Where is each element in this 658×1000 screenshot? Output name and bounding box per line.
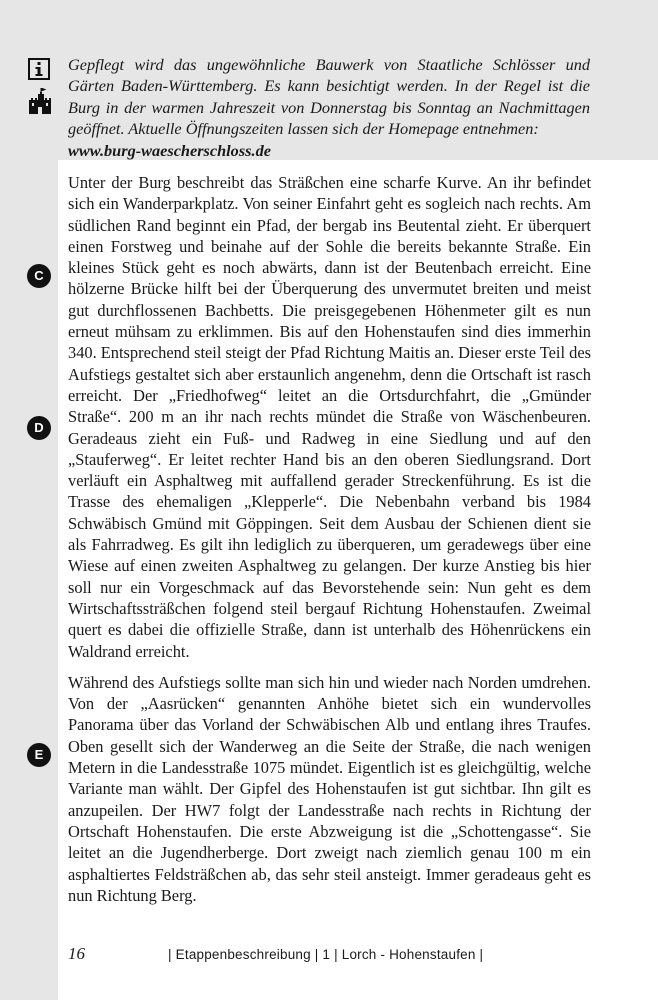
page-number: 16 [68,944,85,963]
running-title: | Etappenbeschreibung | 1 | Lorch - Hohenstaufen | [168,947,484,962]
info-text-body: Gepflegt wird das ungewöhnliche Bauwerk von Staatliche Schlösser und Gärten Baden-Württemberg. Es kann besichtigt werden. In der Regel ist die Burg in der warmen Jahreszeit von Donnerstag bis Sonntag an Nachmittagen geöffnet. Aktuelle Öffnungszeiten lassen sich der Homepage entnehmen: [68,55,590,139]
paragraph: Während des Aufstiegs sollte man sich hin und wieder nach Norden umdrehen. Von der „Aasrücken“ genannten Anhöhe bietet sich ein wundervolles Panorama über das Vorland der Schwäbischen Alb und entlang ihres Traufes. Oben gesellt sich der Wanderweg an die Seite der Straße, die nach wenigen Metern in die Landesstraße 1075 mündet. Eigentlich ist es gleichgültig, welche Variante man wählt. Der Gipfel des Hohenstaufen ist gut sichtbar. Ihn gilt es anzupeilen. Der HW7 folgt der Landesstraße nach rechts in Richtung der Ortschaft Hohenstaufen. Die erste Abzweigung ist die „Schottengasse“. Sie leitet an die Jugendherberge. Dort zweigt nach ziemlich genau 100 m ein asphaltiertes Feldsträßchen ab, das sehr steil ansteigt. Immer geradeaus geht es nun Richtung Berg. [68,672,591,905]
page-footer [68,944,591,966]
info-icon [28,58,50,80]
castle-icon [26,88,54,116]
body-text [68,172,591,916]
route-marker-c: C [27,264,51,288]
paragraph: Unter der Burg beschreibt das Sträßchen eine scharfe Kurve. An ihr befindet sich ein Wanderparkplatz. Von seiner Einfahrt geht es sogleich nach rechts. Am südlichen Rand beginnt ein Pfad, der bergab ins Beutental zieht. Er überquert einen Forstweg und beinahe auf der Sohle die bereits bekannte Straße. Ein kleines Stück geht es noch abwärts, dann ist der Beutenbach erreicht. Eine hölzerne Brücke hilft bei der Überquerung des unvermutet breiten und meist gut durchflossenen Bachbetts. Die preisgegebenen Höhenmeter gilt es nun erneut mühsam zu erklimmen. Bis auf den Hohenstaufen sind dies immerhin 340. Entsprechend steil steigt der Pfad Richtung Maitis an. Dieser erste Teil des Aufstiegs gestaltet sich aber erstaunlich angenehm, denn die Ortschaft ist rasch erreicht. Der „Friedhofweg“ leitet an die Ortsdurchfahrt, die „Gmünder Straße“. 200 m an ihr nach rechts mündet die Straße von Wäschenbeuren. Geradeaus zieht ein Fuß- und Radweg in eine Siedlung und auf den „Stauferweg“. Er leitet rechter Hand bis an den oberen Siedlungsrand. Dort verläuft ein Asphaltweg mit auffallend gerader Streckenführung. Es ist die Trasse des ehemaligen „Klepperle“. Die Nebenbahn verband bis 1984 Schwäbisch Gmünd mit Göppingen. Seit dem Ausbau der Schienen dient sie als Fahrradweg. Es gilt ihn lediglich zu überqueren, um geradewegs über eine Wiese auf einen zweiten Asphaltweg zu gelangen. Der kurze Anstieg bis hier soll nur ein Vorgeschmack auf das Bevorstehende sein: Nun geht es dem Wirtschaftssträßchen folgend steil bergauf Richtung Hohenstaufen. Zweimal quert es dabei die offizielle Straße, dann ist unterhalb des Höhenrückens ein Waldrand erreicht. [68,173,591,661]
homepage-url: www.burg-waescherschloss.de [68,140,271,160]
info-text [68,54,590,161]
info-box [0,0,658,160]
page-margin-strip [0,160,58,1000]
route-marker-d: D [27,416,51,440]
route-marker-e: E [27,743,51,767]
